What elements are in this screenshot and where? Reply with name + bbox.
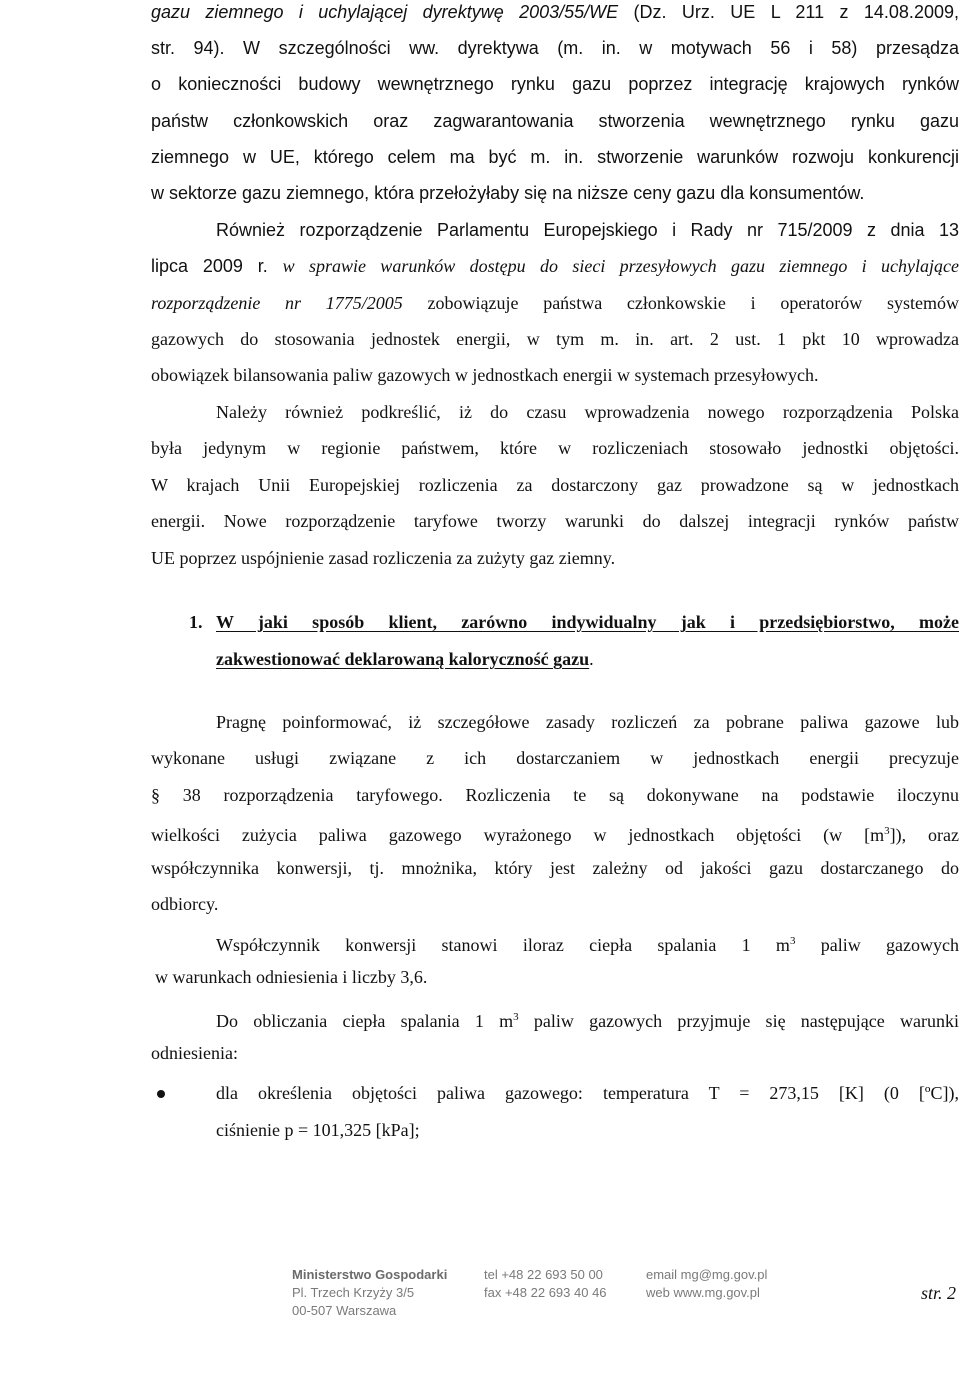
- footer-contact: [646, 1266, 767, 1302]
- bullet-dot-icon: [157, 1090, 165, 1098]
- paragraph-4-line-4: wielkości zużycia paliwa gazowego wyrażonego w jednostkach objętości (w $[m^3]$), oraz: [151, 825, 959, 845]
- footer-web: web www.mg.gov.pl: [646, 1285, 760, 1300]
- bullet-line-2: ciśnienie p = 101,325 [kPa];: [216, 1120, 420, 1140]
- footer-phone: [484, 1266, 607, 1302]
- paragraph-2-line-3: rozporządzenie nr 1775/2005 zobowiązuje państwa członkowskie i operatorów systemów: [151, 293, 960, 313]
- paragraph-1-line-2: str. 94). W szczególności ww. dyrektywa (m. in. w motywach 56 i 58) przesądza: [151, 38, 959, 58]
- footer-address: [292, 1266, 447, 1320]
- paragraph-1-line-1: gazu ziemnego i uchylającej dyrektywę 2003/55/WE (Dz. Urz. UE L 211 z 14.08.2009,: [151, 2, 959, 22]
- question-number: 1.: [189, 612, 203, 632]
- footer-address-line-1: Pl. Trzech Krzyży 3/5: [292, 1285, 415, 1300]
- paragraph-4-line-6: odbiorcy.: [151, 894, 219, 914]
- paragraph-4-line-1: Pragnę poinformować, iż szczegółowe zasady rozliczeń za pobrane paliwa gazowe lub: [216, 712, 959, 732]
- paragraph-3-line-4: energii. Nowe rozporządzenie taryfowe tworzy warunki do dalszej integracji rynków państw: [151, 511, 959, 531]
- paragraph-3-line-3: W krajach Unii Europejskiej rozliczenia za dostarczony gaz prowadzone są w jednostkach: [151, 475, 959, 495]
- paragraph-1-line-5: ziemnego w UE, którego celem ma być m. in. stworzenie warunków rozwoju konkurencji: [151, 147, 959, 167]
- footer-email: email mg@mg.gov.pl: [646, 1267, 768, 1282]
- paragraph-5-line-1: Współczynnik konwersji stanowi iloraz ciepła spalania 1 $m^3$ paliw gazowych: [216, 935, 959, 955]
- paragraph-1-line-3: o konieczności budowy wewnętrznego rynku gazu poprzez integrację krajowych rynków: [151, 74, 959, 94]
- paragraph-1-line-6: w sektorze gazu ziemnego, która przełożyłaby się na niższe ceny gazu dla konsumentów.: [151, 183, 865, 203]
- footer-tel: tel +48 22 693 50 00: [484, 1267, 603, 1282]
- paragraph-5-line-2: w warunkach odniesienia i liczby 3,6.: [155, 967, 428, 987]
- paragraph-1-line-4: państw członkowskich oraz zagwarantowania stworzenia wewnętrznego rynku gazu: [151, 111, 959, 131]
- paragraph-3-line-2: była jedynym w regionie państwem, które w rozliczeniach stosowało jednostki objętości.: [151, 438, 959, 458]
- footer-address-line-2: 00-507 Warszawa: [292, 1303, 397, 1318]
- paragraph-2-line-4: gazowych do stosowania jednostek energii, w tym m. in. art. 2 ust. 1 pkt 10 wprowadza: [151, 329, 959, 349]
- paragraph-6-line-2: odniesienia:: [151, 1043, 238, 1063]
- paragraph-2-line-5: obowiązek bilansowania paliw gazowych w jednostkach energii w systemach przesyłowych.: [151, 365, 819, 385]
- bullet-line-1: dla określenia objętości paliwa gazowego: temperatura T = 273,15 [K] (0 [ºC]),: [216, 1083, 959, 1103]
- page-number: str. 2: [920, 1283, 956, 1303]
- paragraph-6-line-1: Do obliczania ciepła spalania 1 $m^3$ paliw gazowych przyjmuje się następujące warunki: [216, 1011, 959, 1031]
- paragraph-3-line-1: Należy również podkreślić, iż do czasu wprowadzenia nowego rozporządzenia Polska: [216, 402, 959, 422]
- paragraph-4-line-3: § 38 rozporządzenia taryfowego. Rozliczenia te są dokonywane na podstawie iloczynu: [151, 785, 959, 805]
- paragraph-4-line-2: wykonane usługi związane z ich dostarczaniem w jednostkach energii precyzuje: [151, 748, 959, 768]
- paragraph-4-line-5: współczynnika konwersji, tj. mnożnika, który jest zależny od jakości gazu dostarczanego do: [151, 858, 959, 878]
- footer-org: Ministerstwo Gospodarki: [292, 1267, 448, 1282]
- question-heading-line-2: zakwestionować deklarowaną kaloryczność gazu.: [216, 649, 594, 669]
- paragraph-2-line-2: lipca 2009 r. w sprawie warunków dostępu do sieci przesyłowych gazu ziemnego i uchylające: [151, 256, 959, 276]
- footer-fax: fax +48 22 693 40 46: [484, 1285, 607, 1300]
- question-heading-line-1: W jaki sposób klient, zarówno indywidualny jak i przedsiębiorstwo, może: [216, 612, 959, 632]
- paragraph-3-line-5: UE poprzez uspójnienie zasad rozliczenia za zużyty gaz ziemny.: [151, 548, 616, 568]
- paragraph-2-line-1: Również rozporządzenie Parlamentu Europejskiego i Rady nr 715/2009 z dnia 13: [216, 220, 959, 240]
